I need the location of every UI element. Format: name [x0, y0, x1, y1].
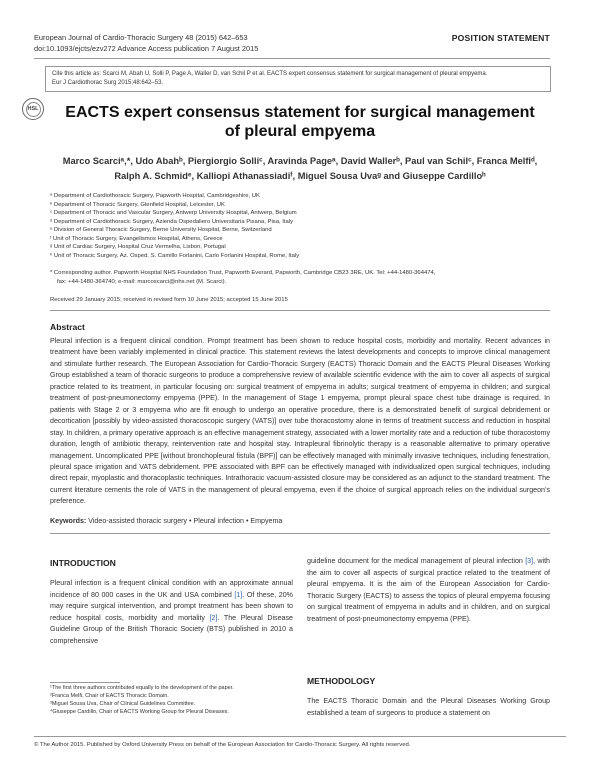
affiliation-item: ᵉ Division of General Thoracic Surgery, Berne University Hospital, Berne, Switzerland	[50, 227, 272, 233]
abstract-heading: Abstract	[50, 322, 85, 332]
keywords-text: Video-assisted thoracic surgery • Pleural infection • Empyema	[88, 517, 283, 525]
footnotes	[50, 684, 234, 716]
footer-divider	[34, 736, 566, 737]
corresponding-line-2: fax: +44-1480-364740; e-mail: marcoscarci@nhs.net (M. Scarci).	[57, 278, 227, 285]
affiliation-item: ᵈ Department of Cardiothoracic Surgery, Azienda Ospedaliero Universitaria Pisana, Pisa, Italy	[50, 218, 294, 225]
copyright-footer: © The Author 2015. Published by Oxford University Press on behalf of the European Association for Cardio-Thoracic Surgery. All rights reserved.	[34, 742, 411, 748]
header-divider	[34, 58, 550, 59]
reference-link-1[interactable]: [1]	[234, 590, 243, 599]
affiliation-item: ᵍ Unit of Cardiac Surgery, Hospital Cruz Vermelha, Lisbon, Portugal	[50, 244, 226, 250]
affiliation-item: ᶠ Unit of Thoracic Surgery, Evangelismos Hospital, Athens, Greece	[50, 235, 223, 242]
reference-link-3[interactable]: [3]	[525, 557, 534, 565]
keywords	[50, 517, 282, 525]
reference-link-2[interactable]: [2]	[209, 613, 218, 622]
citation-box	[45, 66, 551, 92]
corresponding-line-1: * Corresponding author. Papworth Hospital NHS Foundation Trust, Papworth Everard, Papworth, Cambridge CB23 3RE, UK. Tel: +44-1480-364474,	[50, 270, 436, 276]
affiliations	[50, 192, 299, 260]
affiliation-item: ʰ Unit of Thoracic Surgery, Az. Osped. S. Camillo Forlanini, Carlo Forlanini Hospital, Rome, Italy	[50, 252, 300, 259]
title-line-1: EACTS expert consensus statement for surgical management	[65, 104, 535, 121]
authors-line-1: Marco Scarciᵃ,*, Udo Abahᵇ, Piergiorgio Solliᶜ, Aravinda Pageᵃ, David Wallerᵇ, Paul van Schilᶜ, Franca Melfiᵈ,	[62, 156, 538, 166]
journal-header	[34, 33, 258, 54]
methodology-paragraph: The EACTS Thoracic Domain and the Pleural Diseases Working Group established a team of surgeons to produce a statement on	[307, 697, 550, 717]
received-dates: Received 29 January 2015; received in revised form 10 June 2015; accepted 15 June 2015	[50, 297, 288, 303]
authors-line-2: Ralph A. Schmidᵉ, Kalliopi Athanassiadiᶠ, Miguel Sousa Uvaᵍ and Giuseppe Cardilloʰ	[114, 171, 486, 181]
methodology-heading: METHODOLOGY	[307, 676, 376, 686]
title-line-2: of pleural empyema	[224, 123, 376, 140]
right-text-b: , with the aim to cover all aspects of surgical practice related to the treatment of pleural empyema. It is the aim of the European Association for Cardio-Thoracic Surgery (EACTS) to assess the topics of pleural empyema focusing on surgical treatment of empyema in adults and in children, and on surgical treatment of post-pneumonectomy empyema (PPE).	[307, 557, 550, 623]
citation-line-1: Cite this article as: Scarci M, Abah U, Solli P, Page A, Waller D, van Schil P et al. EACTS expert consensus statement for surgical management of pleural empyema.	[52, 71, 488, 77]
footnote-item: ³Miguel Sousa Uva, Chair of Clinical Guidelines Committee.	[50, 701, 196, 708]
affiliation-item: ᵃ Department of Cardiothoracic Surgery, Papworth Hospital, Cambridgeshire, UK	[50, 193, 260, 199]
intro-text-b: . Of these, 20% may require surgical intervention, and prompt treatment has been shown to reduce hospital costs, morbidity and mortality	[50, 590, 293, 622]
article-title	[40, 103, 560, 141]
doi-line: doi:10.1093/ejcts/ezv272 Advance Access publication 7 August 2015	[34, 43, 259, 53]
introduction-heading: INTRODUCTION	[50, 558, 116, 568]
footnote-item: ²Franca Melfi, Chair of EACTS Thoracic Domain.	[50, 693, 169, 700]
abstract-text: Pleural infection is a frequent clinical condition. Prompt treatment has been shown to reduce hospital costs, morbidity and mortality. Recent advances in treatment have been variably implemented in clinical practice. This statement reviews the latest developments and concepts to improve clinical management and stimulate further research. The European Association for Cardio-Thoracic Surgery (EACTS) Thoracic Domain and the EACTS Pleural Diseases Working Group established a team of thoracic surgeons to produce a comprehensive review of available scientific evidence with the aim to cover all aspects of surgical practice related to its treatment, in particular focusing on: surgical treatment of empyema in adults; surgical treatment of empyema in children; and surgical treatment of post-pneumonectomy empyema (PPE). In the management of Stage 1 empyema, prompt pleural space chest tube drainage is required. In patients with Stage 2 or 3 empyema who are fit enough to undergo an operative procedure, there is a demonstrated benefit of surgical debridement or decortication [possibly by video-assisted thoracoscopic surgery (VATS)] over tube thoracostomy alone in terms of treatment success and reduction in hospital stay. In children, a primary operative approach is an effective management strategy, associated with a lower mortality rate and a reduction of tube thoracostomy duration, length of antibiotic therapy, reintervention rate and hospital stay. Intrapleural fibrinolytic therapy is a reasonable alternative to primary operative management. Uncomplicated PPE [without bronchopleural fistula (BPF)] can be effectively managed with minimally invasive techniques, including fenestration, pleural space irrigation and VATS debridement. PPE associated with BPF can be effectively managed with individualized open surgical techniques, including direct repair, myoplastic and thoracoplastic techniques. Intrathoracic vacuum-assisted closure may be considered as an adjunct to the standard treatment. The current literature cements the role of VATS in the management of pleural empyema, even if the choice of surgical approach relies on the individual surgeon’s preference.	[50, 337, 550, 506]
journal-citation: European Journal of Cardio-Thoracic Surgery 48 (2015) 642–653	[34, 33, 248, 42]
badge-label: HSL	[26, 102, 41, 117]
abstract-bottom-divider	[50, 533, 550, 534]
affiliation-item: ᵇ Department of Thoracic Surgery, Glenfield Hospital, Leicester, UK	[50, 201, 225, 208]
citation-line-2: Eur J Cardiothorac Surg 2015;48:642–53.	[52, 80, 164, 86]
introduction-paragraph	[50, 578, 293, 648]
footnote-item: ⁴Giuseppe Cardillo, Chair of EACTS Working Group for Pleural Diseases.	[50, 709, 229, 716]
right-text-a: guideline document for the medical management of pleural infection	[307, 557, 526, 565]
article-type-label: POSITION STATEMENT	[451, 33, 550, 43]
abstract-top-divider	[50, 310, 550, 311]
author-list	[30, 154, 570, 184]
keywords-label: Keywords:	[50, 517, 87, 525]
intro-text-c: . The Pleural Disease Guideline Group of the British Thoracic Society (BTS) published in 2010 a comprehensive	[50, 613, 293, 645]
footnote-divider	[50, 682, 120, 683]
right-column-paragraph	[307, 556, 550, 626]
corresponding-author	[50, 269, 550, 286]
affiliation-item: ᶜ Department of Thoracic and Vascular Surgery, Antwerp University Hospital, Antwerp, Belgium	[50, 210, 297, 216]
intro-text-a: Pleural infection is a frequent clinical condition with an approximate annual incidence of 80 000 cases in the UK and USA combined	[50, 579, 293, 599]
footnote-item: ¹The first three authors contributed equally to the development of the paper.	[50, 685, 234, 691]
